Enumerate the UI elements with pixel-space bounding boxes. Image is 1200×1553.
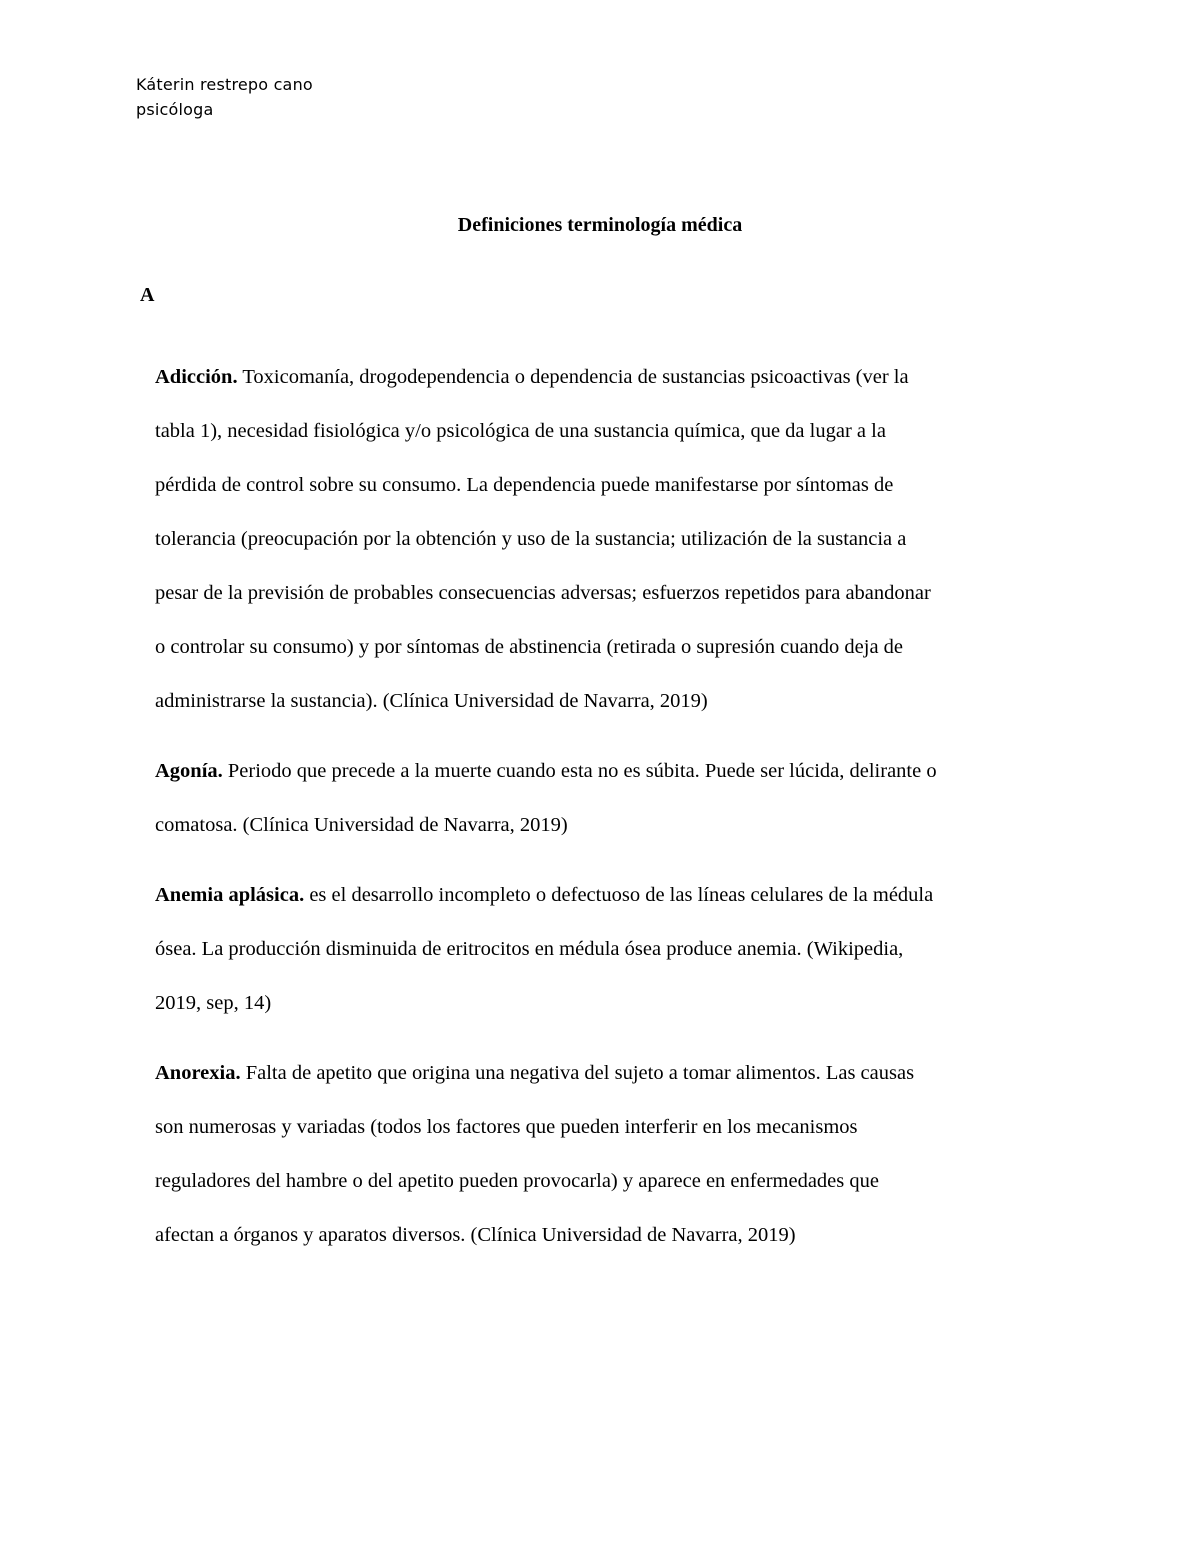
definition-entry (155, 868, 1065, 1030)
definition-line: 2019, sep, 14) (155, 992, 272, 1014)
author-name: Káterin restrepo cano (136, 75, 313, 94)
definition-line: administrarse la sustancia). (Clínica Universidad de Navarra, 2019) (155, 690, 708, 712)
definition-line: o controlar su consumo) y por síntomas de abstinencia (retirada o supresión cuando deja de (155, 636, 904, 658)
definition-line (155, 1046, 1065, 1100)
definition-term: Agonía. (155, 760, 223, 782)
section-letter: A (140, 284, 155, 306)
definition-term: Anemia aplásica. (155, 884, 305, 906)
definition-line: pérdida de control sobre su consumo. La dependencia puede manifestarse por síntomas de (155, 474, 894, 496)
author-role: psicóloga (136, 100, 214, 119)
document-title: Definiciones terminología médica (457, 214, 743, 236)
definition-line (155, 744, 1065, 798)
definition-line (155, 350, 1065, 404)
document-header (136, 72, 313, 122)
definition-line (155, 868, 1065, 922)
definition-line: ósea. La producción disminuida de eritrocitos en médula ósea produce anemia. (Wikipedia, (155, 938, 904, 960)
definitions-list (155, 350, 1065, 1278)
definition-entry (155, 744, 1065, 852)
definition-entry (155, 1046, 1065, 1262)
definition-line: afectan a órganos y aparatos diversos. (Clínica Universidad de Navarra, 2019) (155, 1224, 796, 1246)
definition-term: Anorexia. (155, 1062, 241, 1084)
definition-text: Falta de apetito que origina una negativa del sujeto a tomar alimentos. Las causas (240, 1062, 915, 1084)
definition-text: Periodo que precede a la muerte cuando esta no es súbita. Puede ser lúcida, delirante o (222, 760, 937, 782)
definition-line: tabla 1), necesidad fisiológica y/o psicológica de una sustancia química, que da lugar a la (155, 420, 886, 442)
definition-entry (155, 350, 1065, 728)
definition-line: son numerosas y variadas (todos los factores que pueden interferir en los mecanismos (155, 1116, 858, 1138)
definition-text: es el desarrollo incompleto o defectuoso de las líneas celulares de la médula (304, 884, 934, 906)
definition-line: reguladores del hambre o del apetito pueden provocarla) y aparece en enfermedades que (155, 1170, 879, 1192)
definition-line: pesar de la previsión de probables consecuencias adversas; esfuerzos repetidos para abandonar (155, 582, 931, 604)
definition-line: tolerancia (preocupación por la obtención y uso de la sustancia; utilización de la sustancia a (155, 528, 907, 550)
definition-term: Adicción. (155, 366, 238, 388)
definition-line: comatosa. (Clínica Universidad de Navarra, 2019) (155, 814, 568, 836)
definition-text: Toxicomanía, drogodependencia o dependencia de sustancias psicoactivas (ver la (237, 366, 909, 388)
